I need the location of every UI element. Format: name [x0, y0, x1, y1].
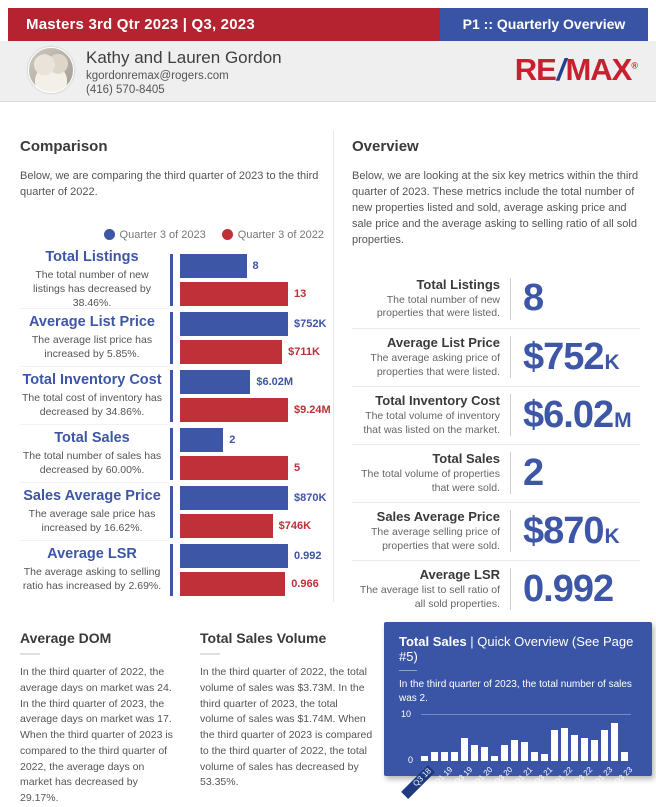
x-tick-label: Q3 21 [532, 765, 555, 787]
x-tick-label: Q1 21 [512, 765, 535, 787]
mini-bar [521, 742, 528, 761]
quick-overview-title-rest: | Quick Overview (See Page #5) [399, 634, 634, 664]
bar-2023 [180, 254, 247, 278]
bar-2023 [180, 370, 250, 394]
mini-bar [601, 730, 608, 761]
metric-value [523, 452, 544, 495]
metric-value-number: $6.02 [523, 393, 614, 436]
quick-overview-title [399, 634, 637, 664]
metric-desc: The average asking price of properties that were listed. [370, 352, 500, 378]
mini-bar [461, 738, 468, 762]
comparison-row-bars [180, 251, 332, 309]
comparison-row-desc: The average sale price has increased by 16.62%. [28, 507, 156, 534]
legend-item [104, 229, 206, 241]
bar-2022 [180, 514, 273, 538]
comparison-row-title: Total Listings [45, 248, 139, 265]
comparison-row-bars [180, 309, 332, 367]
overview-title: Overview [352, 138, 419, 155]
x-tick-label: Q1 20 [472, 765, 495, 787]
bar-line-2022 [180, 282, 332, 306]
quick-overview-title-strong: Total Sales [399, 634, 467, 649]
legend-item [222, 229, 324, 241]
comparison-row-desc: The total number of sales has decreased by 60.00%. [22, 449, 162, 476]
average-dom-text: In the third quarter of 2022, the average days on market was 24. In the third quarter of 2023, the average days on market was 17. When the third quarter of 2023 is compared to the third quarter of 2022, the average days on market has decreased by 29.17%. [20, 666, 173, 804]
remax-logo [515, 52, 638, 88]
comparison-row-bars [180, 367, 332, 425]
mini-bar [481, 747, 488, 761]
bar-2023 [180, 544, 288, 568]
comparison-row [20, 248, 332, 309]
x-tick-label: Q1 19 [432, 765, 455, 787]
mini-bar [471, 745, 478, 761]
comparison-row-title: Sales Average Price [23, 487, 161, 504]
x-tick-label: Q3 19 [452, 765, 475, 787]
comparison-row [20, 309, 332, 367]
comparison-row [20, 367, 332, 425]
comparison-row-title: Average LSR [47, 546, 137, 563]
comparison-row-label [20, 309, 170, 367]
comparison-row-label [20, 367, 170, 425]
bar-line-2023 [180, 370, 332, 394]
overview-metric-row [352, 444, 640, 502]
total-sales-volume-title: Total Sales Volume [200, 630, 327, 646]
metric-divider [510, 336, 511, 378]
comparison-row-desc: The average list price has increased by 5.85%. [31, 333, 153, 360]
title-underline [200, 653, 220, 655]
metric-value-suffix: K [604, 350, 620, 374]
x-tick-label: Q3 23 [612, 765, 635, 787]
mini-bar [431, 752, 438, 761]
total-sales-quick-overview-box [384, 622, 652, 789]
remax-logo-slash-icon: / [556, 52, 565, 87]
bar-2022-value: $711K [288, 345, 320, 358]
metric-value-number: $870 [523, 509, 604, 552]
comparison-row-desc: The total cost of inventory has decreased by 34.86%. [21, 391, 163, 418]
metric-value [523, 568, 614, 611]
metric-value-suffix: M [614, 408, 632, 432]
comparison-row-desc: The average asking to selling ratio has increased by 2.69%. [22, 566, 162, 593]
metric-value-number: 8 [523, 277, 544, 320]
legend-dot-icon [104, 229, 115, 240]
bar-2022-value: $746K [278, 519, 312, 532]
comparison-row-label [20, 248, 170, 309]
comparison-row-title: Average List Price [29, 313, 155, 330]
bar-2023-value: 8 [252, 260, 259, 273]
metric-desc: The total number of new properties that were listed. [376, 293, 500, 320]
quick-overview-text: In the third quarter of 2023, the total number of sales was 2. [399, 679, 632, 704]
remax-logo-re: RE [514, 52, 556, 87]
bar-line-2022 [180, 514, 332, 538]
metric-divider [510, 568, 511, 610]
metric-title: Average LSR [419, 567, 500, 583]
bar-line-2022 [180, 456, 332, 480]
bar-2023-value: 2 [229, 434, 236, 447]
bar-line-2023 [180, 428, 332, 452]
top-header-bar [8, 8, 648, 41]
comparison-row [20, 483, 332, 541]
bar-2022 [180, 456, 288, 480]
overview-intro: Below, we are looking at the six key metrics within the third quarter of 2023. These metrics include the total number of new properties listed and sold, average asking price and sale price and the average asking to selling ratio of all sold properties. [352, 170, 639, 246]
page-tag: P1 :: Quarterly Overview [440, 8, 648, 41]
registered-mark-icon: ® [631, 60, 638, 71]
mini-chart-bars [421, 714, 628, 761]
x-tick-label: Q3 22 [572, 765, 595, 787]
overview-metric-row [352, 270, 640, 328]
mini-bar [621, 752, 628, 761]
bar-2022 [180, 282, 288, 306]
overview-section [352, 138, 640, 618]
metric-value [523, 394, 632, 437]
overview-metrics [352, 270, 640, 618]
legend-label: Quarter 3 of 2023 [119, 228, 206, 241]
comparison-title: Comparison [20, 138, 108, 155]
bar-2022-value: 0.966 [291, 577, 319, 590]
mini-bar [421, 756, 428, 761]
agent-phone: (416) 570-8405 [86, 84, 165, 96]
metric-label-block [352, 335, 510, 379]
mini-bar [571, 735, 578, 761]
axis-line [170, 486, 173, 538]
metric-divider [510, 394, 511, 436]
metric-title: Total Inventory Cost [375, 393, 500, 409]
metric-title: Total Listings [416, 276, 500, 292]
mini-bar [541, 754, 548, 761]
metric-divider [510, 510, 511, 552]
report-title: Masters 3rd Qtr 2023 | Q3, 2023 [8, 8, 440, 41]
mini-bar [611, 723, 618, 761]
remax-logo-max: MAX [565, 52, 632, 87]
metric-value-number: $752 [523, 335, 604, 378]
comparison-row [20, 425, 332, 483]
metric-value-suffix: K [604, 524, 620, 548]
bar-2023 [180, 428, 223, 452]
comparison-row-label [20, 541, 170, 599]
metric-divider [510, 452, 511, 494]
comparison-section [20, 138, 332, 599]
bar-line-2022 [180, 340, 332, 364]
mini-bar [591, 740, 598, 761]
average-dom-title: Average DOM [20, 630, 112, 646]
metric-value [523, 510, 620, 553]
bar-2023 [180, 312, 288, 336]
metric-label-block [352, 393, 510, 437]
bar-2022-value: 5 [294, 461, 301, 474]
comparison-row-bars [180, 483, 332, 541]
bar-2023-value: $752K [294, 318, 327, 331]
axis-line [170, 544, 173, 596]
mini-bar [511, 740, 518, 761]
x-tick-label: Q1 22 [552, 765, 575, 787]
mini-bar [531, 752, 538, 761]
comparison-row-label [20, 425, 170, 483]
mini-bar [451, 752, 458, 761]
legend-dot-icon [222, 229, 233, 240]
metric-desc: The average selling price of properties that were sold. [371, 526, 500, 552]
metric-value [523, 336, 620, 379]
title-underline [20, 653, 40, 655]
mini-bar [551, 730, 558, 761]
agent-photo [28, 47, 74, 93]
overview-metric-row [352, 328, 640, 386]
bar-line-2022 [180, 572, 332, 596]
metric-title: Total Sales [432, 451, 500, 467]
bar-2022-value: $9.24M [294, 403, 331, 416]
metric-value-number: 0.992 [523, 567, 614, 610]
mini-bar [561, 728, 568, 761]
mini-bar [441, 752, 448, 761]
agent-email: kgordonremax@rogers.com [86, 70, 229, 82]
comparison-row-label [20, 483, 170, 541]
column-divider [333, 130, 334, 602]
axis-line [170, 428, 173, 480]
bar-line-2023 [180, 254, 332, 278]
bar-2022 [180, 398, 288, 422]
comparison-legend [20, 229, 324, 241]
legend-label: Quarter 3 of 2022 [237, 228, 324, 241]
metric-desc: The total volume of properties that were sold. [361, 468, 500, 494]
bar-line-2022 [180, 398, 332, 422]
bar-line-2023 [180, 544, 332, 568]
overview-metric-row [352, 386, 640, 444]
comparison-row-bars [180, 425, 332, 483]
overview-metric-row [352, 502, 640, 560]
metric-value-number: 2 [523, 451, 544, 494]
axis-line [170, 254, 173, 306]
comparison-intro: Below, we are comparing the third quarter of 2023 to the third quarter of 2022. [20, 170, 319, 198]
bar-2023-value: $870K [294, 492, 327, 505]
comparison-row-desc: The total number of new listings has decreased by 38.46%. [33, 268, 151, 309]
overview-metric-row [352, 560, 640, 618]
metric-divider [510, 278, 511, 320]
y-axis-min-label: 0 [408, 755, 414, 765]
x-tick-label: Q1 23 [592, 765, 615, 787]
mini-bar [501, 745, 508, 761]
metric-title: Sales Average Price [376, 509, 500, 525]
comparison-chart [20, 248, 332, 599]
axis-line [170, 312, 173, 364]
title-underline [399, 670, 417, 671]
total-sales-volume-text: In the third quarter of 2022, the total volume of sales was $3.73M. In the third quarter of 2023, the total volume of sales was $1.74M. When the third quarter of 2023 is compared to the third quarter of 2022, the total volume of sales has decreased by 53.35%. [200, 666, 373, 789]
y-axis-max-label: 10 [401, 709, 412, 719]
metric-desc: The average list to sell ratio of all sold properties. [359, 584, 500, 610]
metric-desc: The total volume of inventory that was listed on the market. [363, 410, 500, 436]
bar-2022-value: 13 [294, 287, 307, 300]
metric-label-block [352, 451, 510, 495]
bar-2023-value: 0.992 [294, 550, 322, 563]
x-tick-label-highlighted: Q3 18 [401, 765, 435, 799]
agent-name: Kathy and Lauren Gordon [86, 48, 282, 67]
total-sales-volume-block [200, 630, 374, 791]
metric-label-block [352, 277, 510, 321]
axis-line [170, 370, 173, 422]
metric-value [523, 277, 544, 320]
x-tick-label: Q3 20 [492, 765, 515, 787]
bar-2023 [180, 486, 288, 510]
total-sales-mini-chart [399, 709, 637, 792]
comparison-row-title: Total Sales [54, 429, 130, 446]
mini-bar [581, 738, 588, 762]
mini-bar [491, 756, 498, 761]
comparison-row-bars [180, 541, 332, 599]
bar-line-2023 [180, 312, 332, 336]
average-dom-block [20, 630, 178, 807]
metric-label-block [352, 509, 510, 553]
bar-2023-value: $6.02M [256, 376, 294, 389]
bar-2022 [180, 572, 285, 596]
metric-label-block [352, 567, 510, 611]
contact-strip [0, 41, 656, 102]
comparison-row-title: Total Inventory Cost [22, 371, 162, 388]
comparison-row [20, 541, 332, 599]
metric-title: Average List Price [387, 335, 500, 351]
bar-2022 [180, 340, 282, 364]
bar-line-2023 [180, 486, 332, 510]
